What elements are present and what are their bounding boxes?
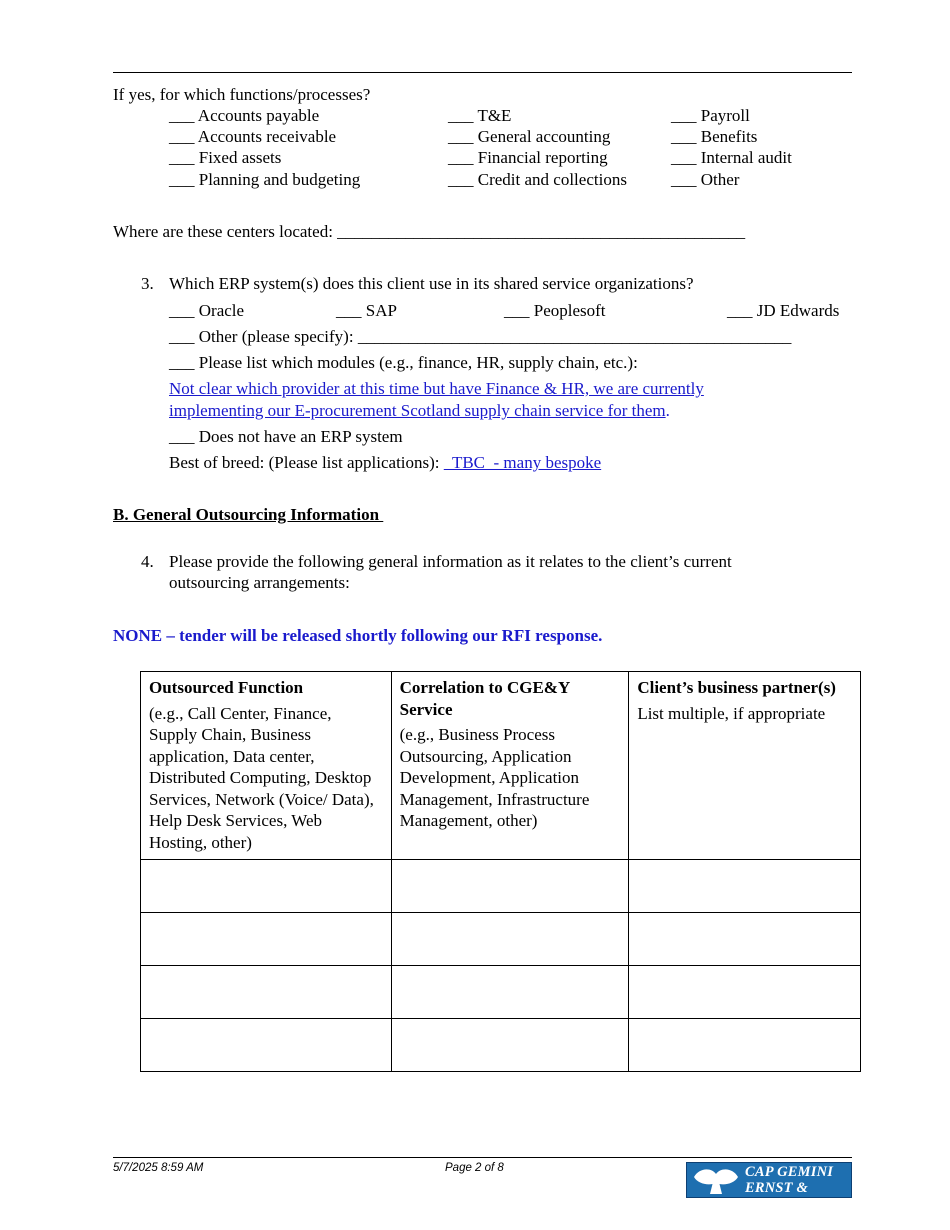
logo-line1: CAP GEMINI xyxy=(745,1164,834,1180)
header-body: List multiple, if appropriate xyxy=(637,703,826,723)
table-cell[interactable] xyxy=(629,966,861,1019)
table-cell[interactable] xyxy=(629,860,861,913)
checkbox-item[interactable]: ___ Financial reporting xyxy=(448,148,608,167)
table-row xyxy=(141,1019,861,1072)
best-of-breed-answer: TBC - many bespoke xyxy=(443,453,602,472)
table-cell[interactable] xyxy=(391,966,629,1019)
header-cell-business-partner xyxy=(629,672,861,860)
table-cell[interactable] xyxy=(391,860,629,913)
outsourcing-table xyxy=(140,671,861,1072)
checkbox-item[interactable]: ___ Accounts payable xyxy=(169,106,320,125)
erp-answer-line2: implementing our E-procurement Scotland supply chain service for them xyxy=(169,401,666,420)
header-title: Outsourced Function xyxy=(149,678,304,697)
table-cell[interactable] xyxy=(141,913,392,966)
table-cell[interactable] xyxy=(141,1019,392,1072)
checkbox-item[interactable]: ___ Other xyxy=(671,170,740,189)
header-body: (e.g., Business Process Outsourcing, Application Development, Application Management, Infrastructure Management, other) xyxy=(399,725,590,830)
header-title: Client’s business partner(s) xyxy=(637,678,836,697)
section-b-heading: B. General Outsourcing Information xyxy=(113,505,384,524)
erp-option-peoplesoft[interactable]: ___ Peoplesoft xyxy=(504,301,606,320)
table-cell[interactable] xyxy=(629,913,861,966)
erp-answer-period: . xyxy=(665,401,670,420)
footer-date: 5/7/2025 8:59 AM xyxy=(113,1162,204,1174)
checkbox-item[interactable]: ___ Credit and collections xyxy=(448,170,627,189)
checkbox-item[interactable]: ___ T&E xyxy=(448,106,512,125)
erp-modules-option[interactable]: ___ Please list which modules (e.g., finance, HR, supply chain, etc.): xyxy=(169,353,638,372)
erp-option-oracle[interactable]: ___ Oracle xyxy=(169,301,245,320)
footer-page-number: Page 2 of 8 xyxy=(445,1162,504,1174)
header-body: (e.g., Call Center, Finance, Supply Chain, Business application, Data center, Distributed Computing, Desktop Services, Network (Voice/ Data), Help Desk Services, Web Hosting, other) xyxy=(149,703,374,852)
logo-wordmark xyxy=(745,1164,851,1212)
table-cell[interactable] xyxy=(391,913,629,966)
checkbox-item[interactable]: ___ Fixed assets xyxy=(169,148,282,167)
erp-option-jd-edwards[interactable]: ___ JD Edwards xyxy=(727,301,840,320)
footer-rule xyxy=(113,1157,852,1158)
functions-question: If yes, for which functions/processes? xyxy=(113,85,371,104)
spade-logo-icon xyxy=(691,1165,741,1196)
erp-answer-line2-wrap xyxy=(169,400,670,421)
table-cell[interactable] xyxy=(141,966,392,1019)
checkbox-item[interactable]: ___ Internal audit xyxy=(671,148,792,167)
top-rule xyxy=(113,72,852,73)
table-cell[interactable] xyxy=(391,1019,629,1072)
table-row xyxy=(141,966,861,1019)
erp-option-sap[interactable]: ___ SAP xyxy=(336,301,397,320)
checkbox-item[interactable]: ___ Accounts receivable xyxy=(169,127,337,146)
checkbox-item[interactable]: ___ Benefits xyxy=(671,127,758,146)
q4-line1: Please provide the following general information as it relates to the client’s current xyxy=(169,552,732,571)
best-of-breed-row xyxy=(169,452,601,473)
checkbox-item[interactable]: ___ Planning and budgeting xyxy=(169,170,361,189)
header-title: Correlation to CGE&Y Service xyxy=(399,678,570,719)
q3-question: Which ERP system(s) does this client use in its shared service organizations? xyxy=(169,274,694,293)
checkbox-item[interactable]: ___ General accounting xyxy=(448,127,611,146)
header-cell-correlation xyxy=(391,672,629,860)
table-cell[interactable] xyxy=(141,860,392,913)
header-cell-outsourced-function xyxy=(141,672,392,860)
company-logo xyxy=(686,1162,852,1212)
centers-location-field[interactable]: Where are these centers located: ________________________________________________ xyxy=(113,222,746,241)
erp-answer-line1: Not clear which provider at this time but have Finance & HR, we are currently xyxy=(169,379,704,398)
logo-line2: ERNST & YOUNG xyxy=(745,1180,809,1212)
q4-line2: outsourcing arrangements: xyxy=(169,573,350,592)
no-erp-option[interactable]: ___ Does not have an ERP system xyxy=(169,427,403,446)
table-header-row xyxy=(141,672,861,860)
table-row xyxy=(141,860,861,913)
erp-other-field[interactable]: ___ Other (please specify): ___________________________________________________ xyxy=(169,327,792,346)
checkbox-item[interactable]: ___ Payroll xyxy=(671,106,750,125)
q4-number: 4. xyxy=(141,552,154,571)
table-cell[interactable] xyxy=(629,1019,861,1072)
none-note: NONE – tender will be released shortly following our RFI response. xyxy=(113,626,603,645)
q3-number: 3. xyxy=(141,274,154,293)
best-of-breed-label: Best of breed: (Please list applications): xyxy=(169,453,444,472)
table-row xyxy=(141,913,861,966)
